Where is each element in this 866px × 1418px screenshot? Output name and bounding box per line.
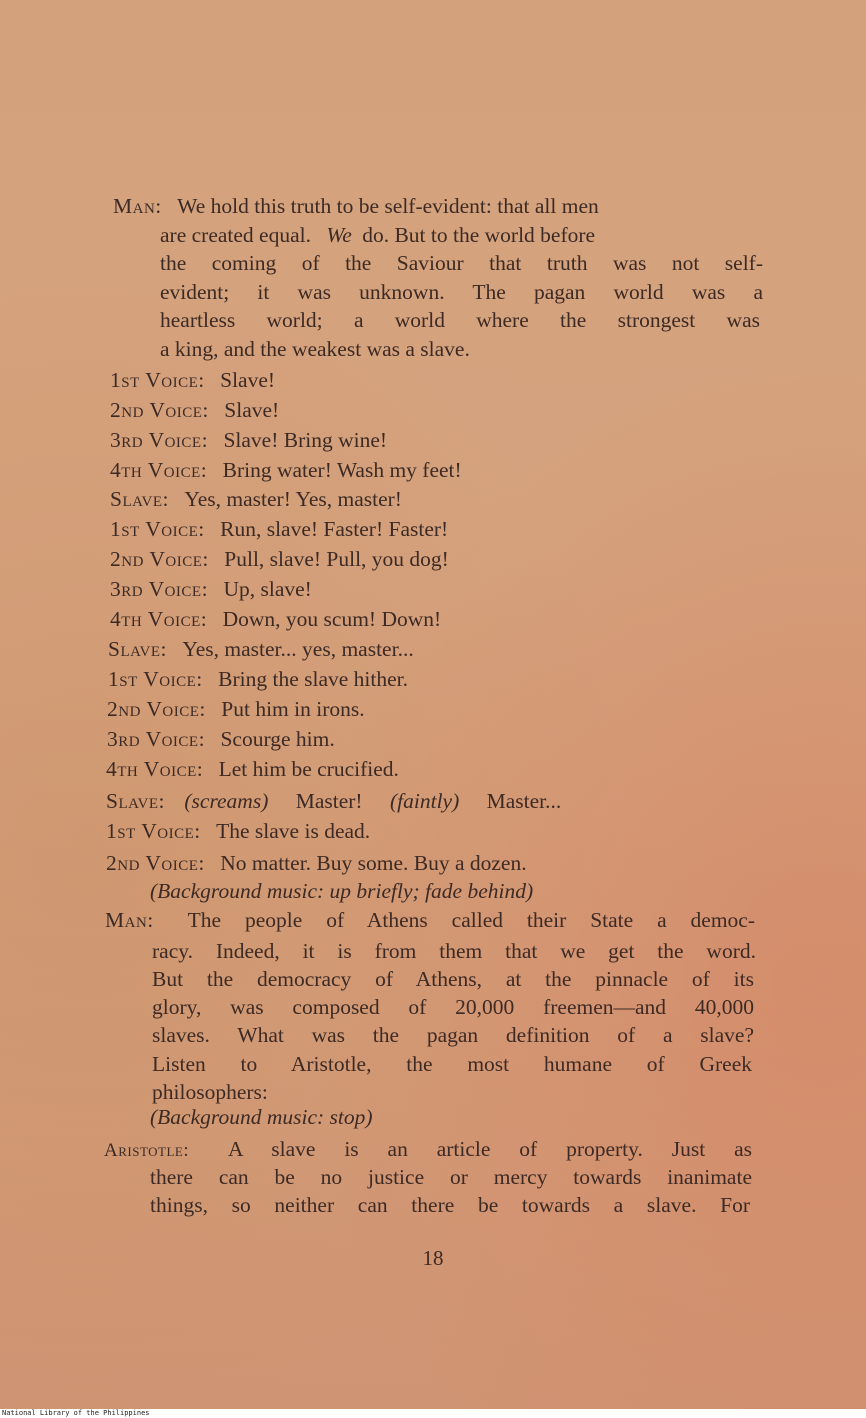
speech-text: Run, slave! Faster! Faster! (220, 517, 449, 541)
speaker-label: Aristotle: (104, 1140, 190, 1161)
man-speech-2-line-1 (105, 906, 755, 934)
dialogue-line (107, 695, 365, 723)
dialogue-line (110, 605, 441, 633)
stage-direction: (Background music: up briefly; fade behind) (150, 879, 534, 903)
speech-text: But the democracy of Athens, at the pinnacle of its (152, 967, 754, 991)
speech-text: Let him be crucified. (218, 757, 399, 781)
speech-text: Yes, master! Yes, master! (184, 487, 402, 511)
speech-text: Put him in irons. (221, 697, 365, 721)
man-speech-line-2 (160, 221, 595, 249)
speech-text: are created equal. (160, 223, 311, 247)
speech-text: do. But to the world before (362, 223, 596, 247)
speech-text: No matter. Buy some. Buy a dozen. (220, 851, 527, 875)
man-speech-line-3 (160, 249, 763, 277)
speech-text: Bring water! Wash my feet! (222, 458, 462, 482)
speaker-label: 2nd Voice: (110, 547, 209, 571)
speaker-label: 2nd Voice: (106, 851, 205, 875)
dialogue-line-slave-scream (106, 787, 561, 815)
dialogue-line (110, 485, 402, 513)
speaker-label: 4th Voice: (110, 458, 208, 482)
stage-direction: (screams) (184, 789, 269, 813)
dialogue-line (110, 515, 448, 543)
man-speech-2-line-3 (152, 965, 754, 993)
dialogue-line (110, 396, 279, 424)
speaker-label: Man: (113, 194, 162, 218)
page-number: 18 (422, 1246, 444, 1270)
speaker-label: 1st Voice: (110, 517, 205, 541)
speech-text: Down, you scum! Down! (222, 607, 442, 631)
speech-text: slaves. What was the pagan definition of a slave? (152, 1023, 754, 1047)
dialogue-line (108, 635, 414, 663)
speech-text: Scourge him. (220, 727, 335, 751)
dialogue-line (110, 575, 312, 603)
speech-text: there can be no justice or mercy towards inanimate (150, 1165, 752, 1189)
man-speech-line-6 (160, 335, 470, 363)
man-speech-2-line-4 (152, 993, 754, 1021)
stage-direction-music-stop (150, 1103, 373, 1131)
dialogue-line (107, 725, 335, 753)
man-speech-2-line-5 (152, 1021, 754, 1049)
dialogue-line (110, 426, 387, 454)
dialogue-line (106, 755, 399, 783)
emphasis-text: We (326, 223, 352, 247)
stage-direction: (Background music: stop) (150, 1105, 373, 1129)
speech-text: Slave! (224, 398, 280, 422)
speech-text: Slave! Bring wine! (223, 428, 388, 452)
speech-text: Master... (486, 789, 562, 813)
speaker-label: 1st Voice: (108, 667, 203, 691)
library-credit: National Library of the Philippines (2, 1409, 150, 1417)
dialogue-line (110, 545, 449, 573)
speech-text: glory, was composed of 20,000 freemen—and 40,000 (152, 995, 754, 1019)
speech-text: things, so neither can there be towards a slave. For (150, 1193, 750, 1217)
dialogue-line (110, 366, 275, 394)
speaker-label: Slave: (110, 487, 169, 511)
speech-text: philosophers: (152, 1080, 268, 1104)
speech-text: A slave is an article of property. Just as (228, 1137, 753, 1161)
aristotle-line-2 (150, 1163, 752, 1191)
man-speech-line-5 (160, 306, 760, 334)
speaker-label: 2nd Voice: (107, 697, 206, 721)
man-speech-2-line-2 (152, 937, 756, 965)
speech-text: Slave! (220, 368, 276, 392)
speech-text: Up, slave! (223, 577, 312, 601)
aristotle-line-1 (104, 1135, 752, 1165)
dialogue-line (106, 817, 370, 845)
speech-text: a king, and the weakest was a slave. (160, 337, 470, 361)
man-speech-2-line-7 (152, 1078, 268, 1106)
footer-strip (0, 1409, 866, 1418)
man-speech-2-line-6 (152, 1050, 752, 1078)
speech-text: The slave is dead. (216, 819, 371, 843)
speech-text: the coming of the Saviour that truth was not self- (160, 251, 763, 275)
stage-direction-music (150, 877, 533, 905)
dialogue-line (110, 456, 462, 484)
speaker-label: Man: (105, 908, 154, 932)
speaker-label: 3rd Voice: (110, 577, 209, 601)
stage-direction: (faintly) (389, 789, 460, 813)
speaker-label: Slave: (106, 789, 165, 813)
speaker-label: 1st Voice: (110, 368, 205, 392)
speech-text: We hold this truth to be self-evident: that all men (177, 194, 599, 218)
speech-text: Pull, slave! Pull, you dog! (224, 547, 449, 571)
speech-text: Master! (295, 789, 363, 813)
dialogue-line (108, 665, 408, 693)
speech-text: evident; it was unknown. The pagan world was a (160, 280, 763, 304)
man-speech-line-1 (113, 192, 763, 220)
speech-text: Yes, master... yes, master... (182, 637, 414, 661)
speaker-label: 1st Voice: (106, 819, 201, 843)
speaker-label: 4th Voice: (106, 757, 204, 781)
speaker-label: 2nd Voice: (110, 398, 209, 422)
man-speech-line-4 (160, 278, 763, 306)
speaker-label: 3rd Voice: (110, 428, 209, 452)
aristotle-line-3 (150, 1191, 750, 1219)
speech-text: Listen to Aristotle, the most humane of Greek (152, 1052, 752, 1076)
speaker-label: 4th Voice: (110, 607, 208, 631)
speech-text: racy. Indeed, it is from them that we get the word. (152, 939, 756, 963)
dialogue-line (106, 849, 527, 877)
speech-text: heartless world; a world where the strongest was (160, 308, 760, 332)
speaker-label: Slave: (108, 637, 167, 661)
speech-text: The people of Athens called their State a democ- (187, 908, 756, 932)
speech-text: Bring the slave hither. (218, 667, 409, 691)
speaker-label: 3rd Voice: (107, 727, 206, 751)
